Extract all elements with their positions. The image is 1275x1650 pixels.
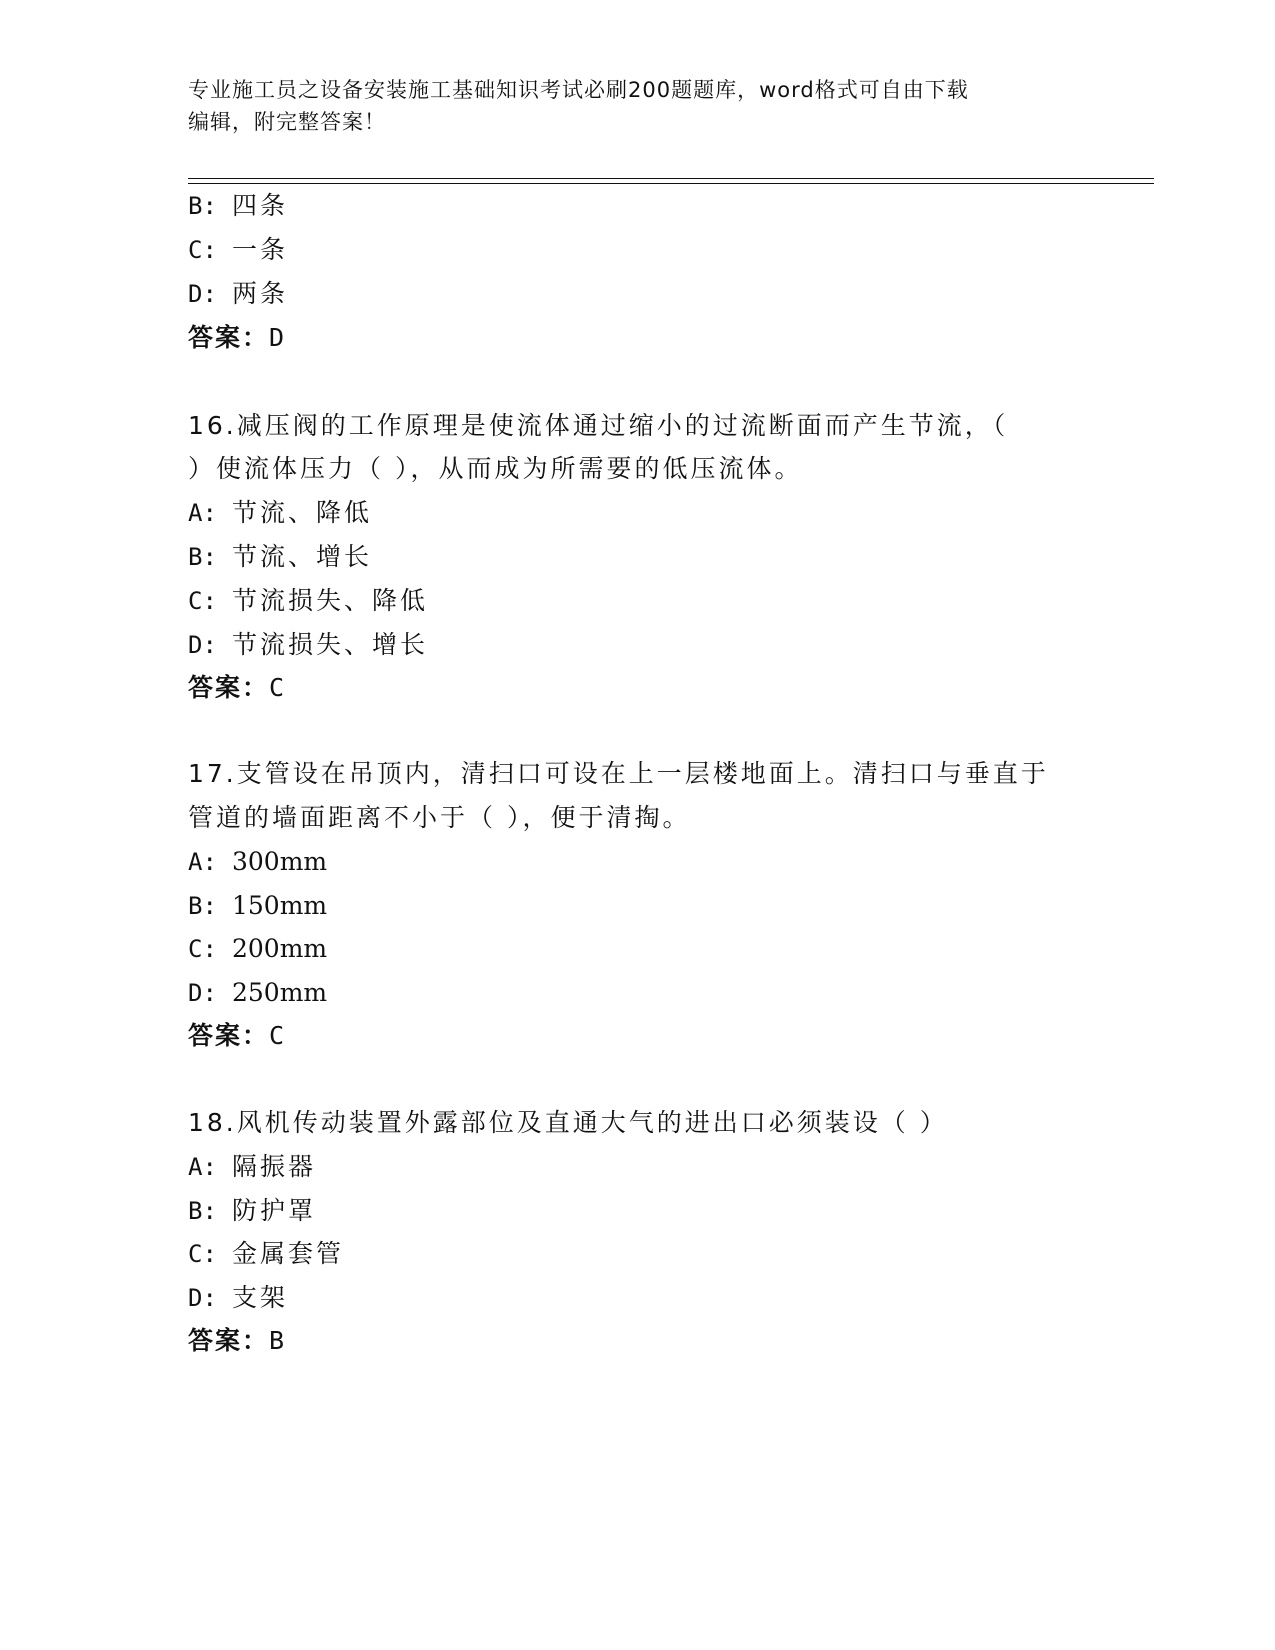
option-text: 节流损失、增长 [232,630,429,659]
q16-option-d [188,629,428,661]
option-key: D: [188,280,217,308]
header-line-1: 专业施工员之设备安装施工基础知识考试必刷200题题库，word格式可自由下载 [188,78,969,102]
option-text: 一条 [232,235,289,264]
q17-option-d [188,977,327,1009]
q15-answer [188,322,286,354]
answer-label: 答案： [188,673,270,702]
answer-label: 答案： [188,1326,270,1355]
option-text: 防护罩 [232,1196,317,1225]
q18-answer [188,1325,286,1357]
q18-option-b [188,1195,316,1227]
option-key: B: [188,1197,217,1225]
option-key: B: [188,192,217,220]
option-text: 250mm [232,978,328,1007]
option-text: 支架 [232,1283,289,1312]
option-key: A: [188,848,217,876]
answer-value: C [269,673,287,702]
q16-option-a [188,497,372,529]
option-key: D: [188,631,217,659]
option-key: C: [188,935,217,963]
answer-value: D [269,323,287,352]
option-text: 两条 [232,279,289,308]
answer-value: C [269,1021,287,1050]
q16-stem-line-2: ）使流体压力（ ），从而成为所需要的低压流体。 [188,454,803,483]
q15-option-c [188,234,288,266]
option-key: C: [188,587,217,615]
q17-answer [188,1020,286,1052]
q15-option-b [188,190,288,222]
q17-option-b [188,890,327,922]
answer-value: B [269,1326,287,1355]
document-header [188,74,1088,138]
option-key: C: [188,236,217,264]
option-text: 节流损失、降低 [232,586,429,615]
option-key: B: [188,892,217,920]
q17-option-c [188,933,327,965]
option-key: A: [188,499,217,527]
q16-answer [188,672,286,704]
option-text: 隔振器 [232,1152,317,1181]
option-text: 150mm [232,891,328,920]
q16-option-b [188,541,372,573]
option-text: 200mm [232,934,328,963]
q18-stem-line-1: 18.风机传动装置外露部位及直通大气的进出口必须装设（ ） [188,1108,948,1137]
answer-label: 答案： [188,1021,270,1050]
q17-stem-line-1: 17.支管设在吊顶内，清扫口可设在上一层楼地面上。清扫口与垂直于 [188,759,1049,788]
option-text: 四条 [232,191,289,220]
q16-option-c [188,585,428,617]
option-key: B: [188,543,217,571]
option-key: A: [188,1153,217,1181]
option-text: 节流、降低 [232,498,373,527]
option-text: 金属套管 [232,1239,345,1268]
option-key: D: [188,1284,217,1312]
q18-option-c [188,1238,344,1270]
q16-stem-line-1: 16.减压阀的工作原理是使流体通过缩小的过流断面而产生节流，（ [188,411,1009,440]
option-key: D: [188,979,217,1007]
option-text: 节流、增长 [232,542,373,571]
q15-option-d [188,278,288,310]
q17-option-a [188,846,327,878]
header-line-2: 编辑，附完整答案！ [188,110,386,134]
option-text: 300mm [232,847,328,876]
q18-option-a [188,1151,316,1183]
header-divider-top [188,178,1154,179]
q17-stem-line-2: 管道的墙面距离不小于（ ），便于清掏。 [188,803,691,832]
header-divider-bottom [188,183,1154,184]
answer-label: 答案： [188,323,270,352]
q18-option-d [188,1282,288,1314]
option-key: C: [188,1240,217,1268]
